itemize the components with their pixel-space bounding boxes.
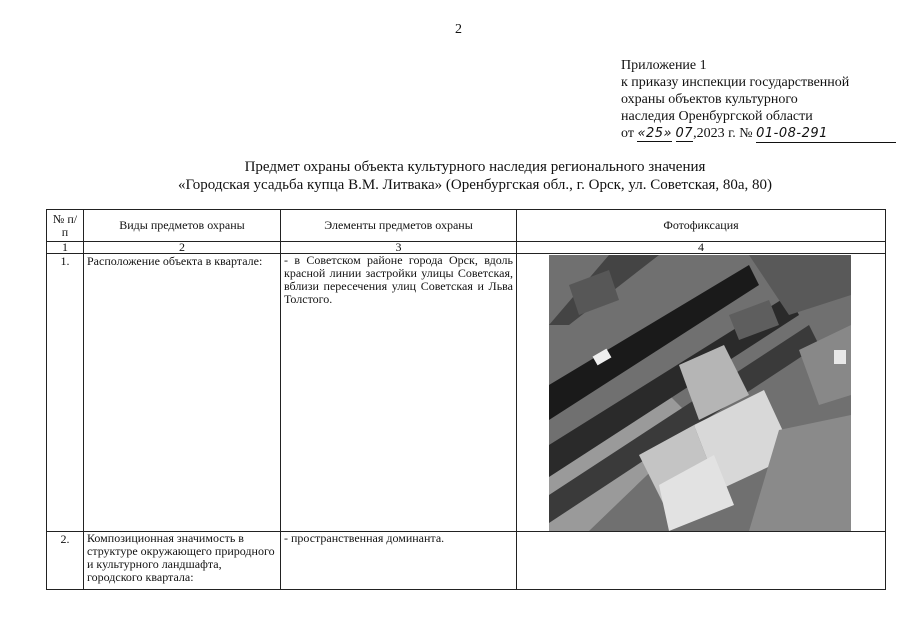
date-prefix: от xyxy=(621,126,634,141)
row-type: Композиционная значимость в структуре окружающего природного и культурного ландшафта, городского квартала: xyxy=(84,532,281,590)
column-number-row xyxy=(47,242,886,254)
title-line-1: Предмет охраны объекта культурного наследия регионального значения xyxy=(244,159,706,175)
row-elements: - пространственная доминанта. xyxy=(281,532,517,590)
aerial-photo xyxy=(549,255,851,531)
row-number: 1. xyxy=(47,254,84,532)
photo-cell xyxy=(517,254,886,532)
photo-cell-empty xyxy=(517,532,886,590)
appendix-line-4: наследия Оренбургской области xyxy=(621,109,813,124)
row-elements: - в Советском районе города Орск, вдоль красной линии застройки улицы Советская, вблизи пересечения улиц Советская и Льва Толстого. xyxy=(281,254,517,532)
column-number: 4 xyxy=(517,242,886,254)
column-number: 1 xyxy=(47,242,84,254)
header-type: Виды предметов охраны xyxy=(84,210,281,242)
protection-table xyxy=(46,209,886,590)
header-num: № п/п xyxy=(47,210,84,242)
header-row xyxy=(47,210,886,242)
header-elements: Элементы предметов охраны xyxy=(281,210,517,242)
title-line-2: «Городская усадьба купца В.М. Литвака» (Оренбургская обл., г. Орск, ул. Советская, 80а, 80) xyxy=(177,177,773,193)
table-row xyxy=(47,532,886,590)
appendix-date-line xyxy=(621,125,896,143)
date-month: 07 xyxy=(675,126,694,141)
document-title xyxy=(60,158,890,194)
header-photo: Фотофиксация xyxy=(517,210,886,242)
appendix-line-1: Приложение 1 xyxy=(621,58,707,73)
date-year: ,2023 г. xyxy=(693,126,736,141)
row-type: Расположение объекта в квартале: xyxy=(84,254,281,532)
number-prefix: № xyxy=(739,126,753,141)
page-number: 2 xyxy=(455,22,462,37)
order-number: 01-08-291 xyxy=(756,125,896,143)
column-number: 3 xyxy=(281,242,517,254)
table-row xyxy=(47,254,886,532)
appendix-line-2: к приказу инспекции государственной xyxy=(621,75,850,90)
row-number: 2. xyxy=(47,532,84,590)
appendix-block xyxy=(621,57,896,143)
appendix-line-3: охраны объектов культурного xyxy=(621,92,798,107)
column-number: 2 xyxy=(84,242,281,254)
date-day: «25» xyxy=(637,126,673,141)
